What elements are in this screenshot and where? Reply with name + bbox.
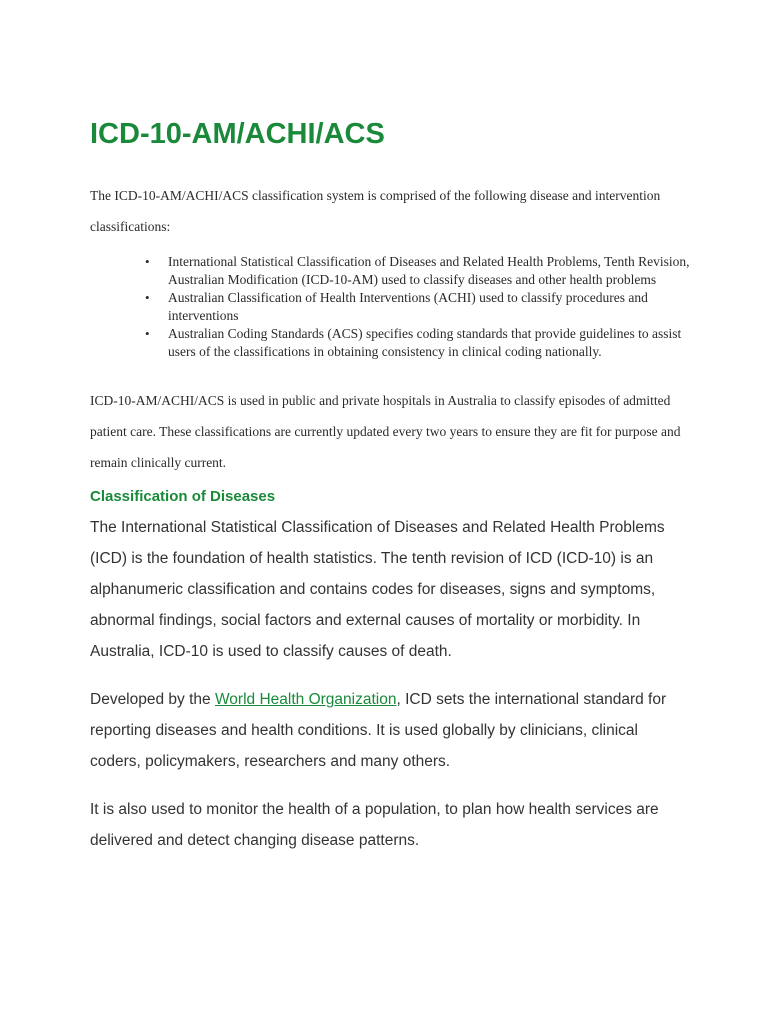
bullet-icon: • [145,254,150,269]
list-item [145,289,690,325]
bullet-icon: • [145,326,150,341]
usage-paragraph: ICD-10-AM/ACHI/ACS is used in public and private hospitals in Australia to classify episodes of admitted patient care. These classifications are currently updated every two years to ensure they are fit for purpose and remain clinically current. [90,393,681,470]
paragraph-text-prefix: Developed by the [90,691,215,708]
section-heading: Classification of Diseases [90,488,276,505]
document-content [90,112,690,856]
list-item-text: International Statistical Classification of Diseases and Related Health Problems, Tenth Revision, Australian Modification (ICD-10-AM) used to classify diseases and other health problems [168,254,690,287]
paragraph-text-suffix: , ICD sets the international standard for reporting diseases and health conditions. It is used globally by clinicians, clinical coders, policymakers, researchers and many others. [90,691,667,770]
section-paragraph-3: It is also used to monitor the health of a population, to plan how health services are delivered and detect changing disease patterns. [90,801,659,849]
section-paragraph-2 [90,684,690,777]
classification-list [90,253,690,361]
page-title: ICD-10-AM/ACHI/ACS [90,118,385,150]
who-link[interactable]: World Health Organization [214,691,397,708]
list-item-text: Australian Coding Standards (ACS) specifies coding standards that provide guidelines to assist users of the classifications in obtaining consistency in clinical coding nationally. [168,326,682,359]
intro-paragraph: The ICD-10-AM/ACHI/ACS classification system is comprised of the following disease and intervention classifications: [90,188,661,234]
list-item [145,325,690,361]
list-item-text: Australian Classification of Health Interventions (ACHI) used to classify procedures and interventions [168,290,648,323]
section-paragraph-1: The International Statistical Classification of Diseases and Related Health Problems (ICD) is the foundation of health statistics. The tenth revision of ICD (ICD-10) is an alphanumeric classification and contains codes for diseases, signs and symptoms, abnormal findings, social factors and external causes of mortality or morbidity. In Australia, ICD-10 is used to classify causes of death. [90,519,665,660]
list-item [145,253,690,289]
bullet-icon: • [145,290,150,305]
